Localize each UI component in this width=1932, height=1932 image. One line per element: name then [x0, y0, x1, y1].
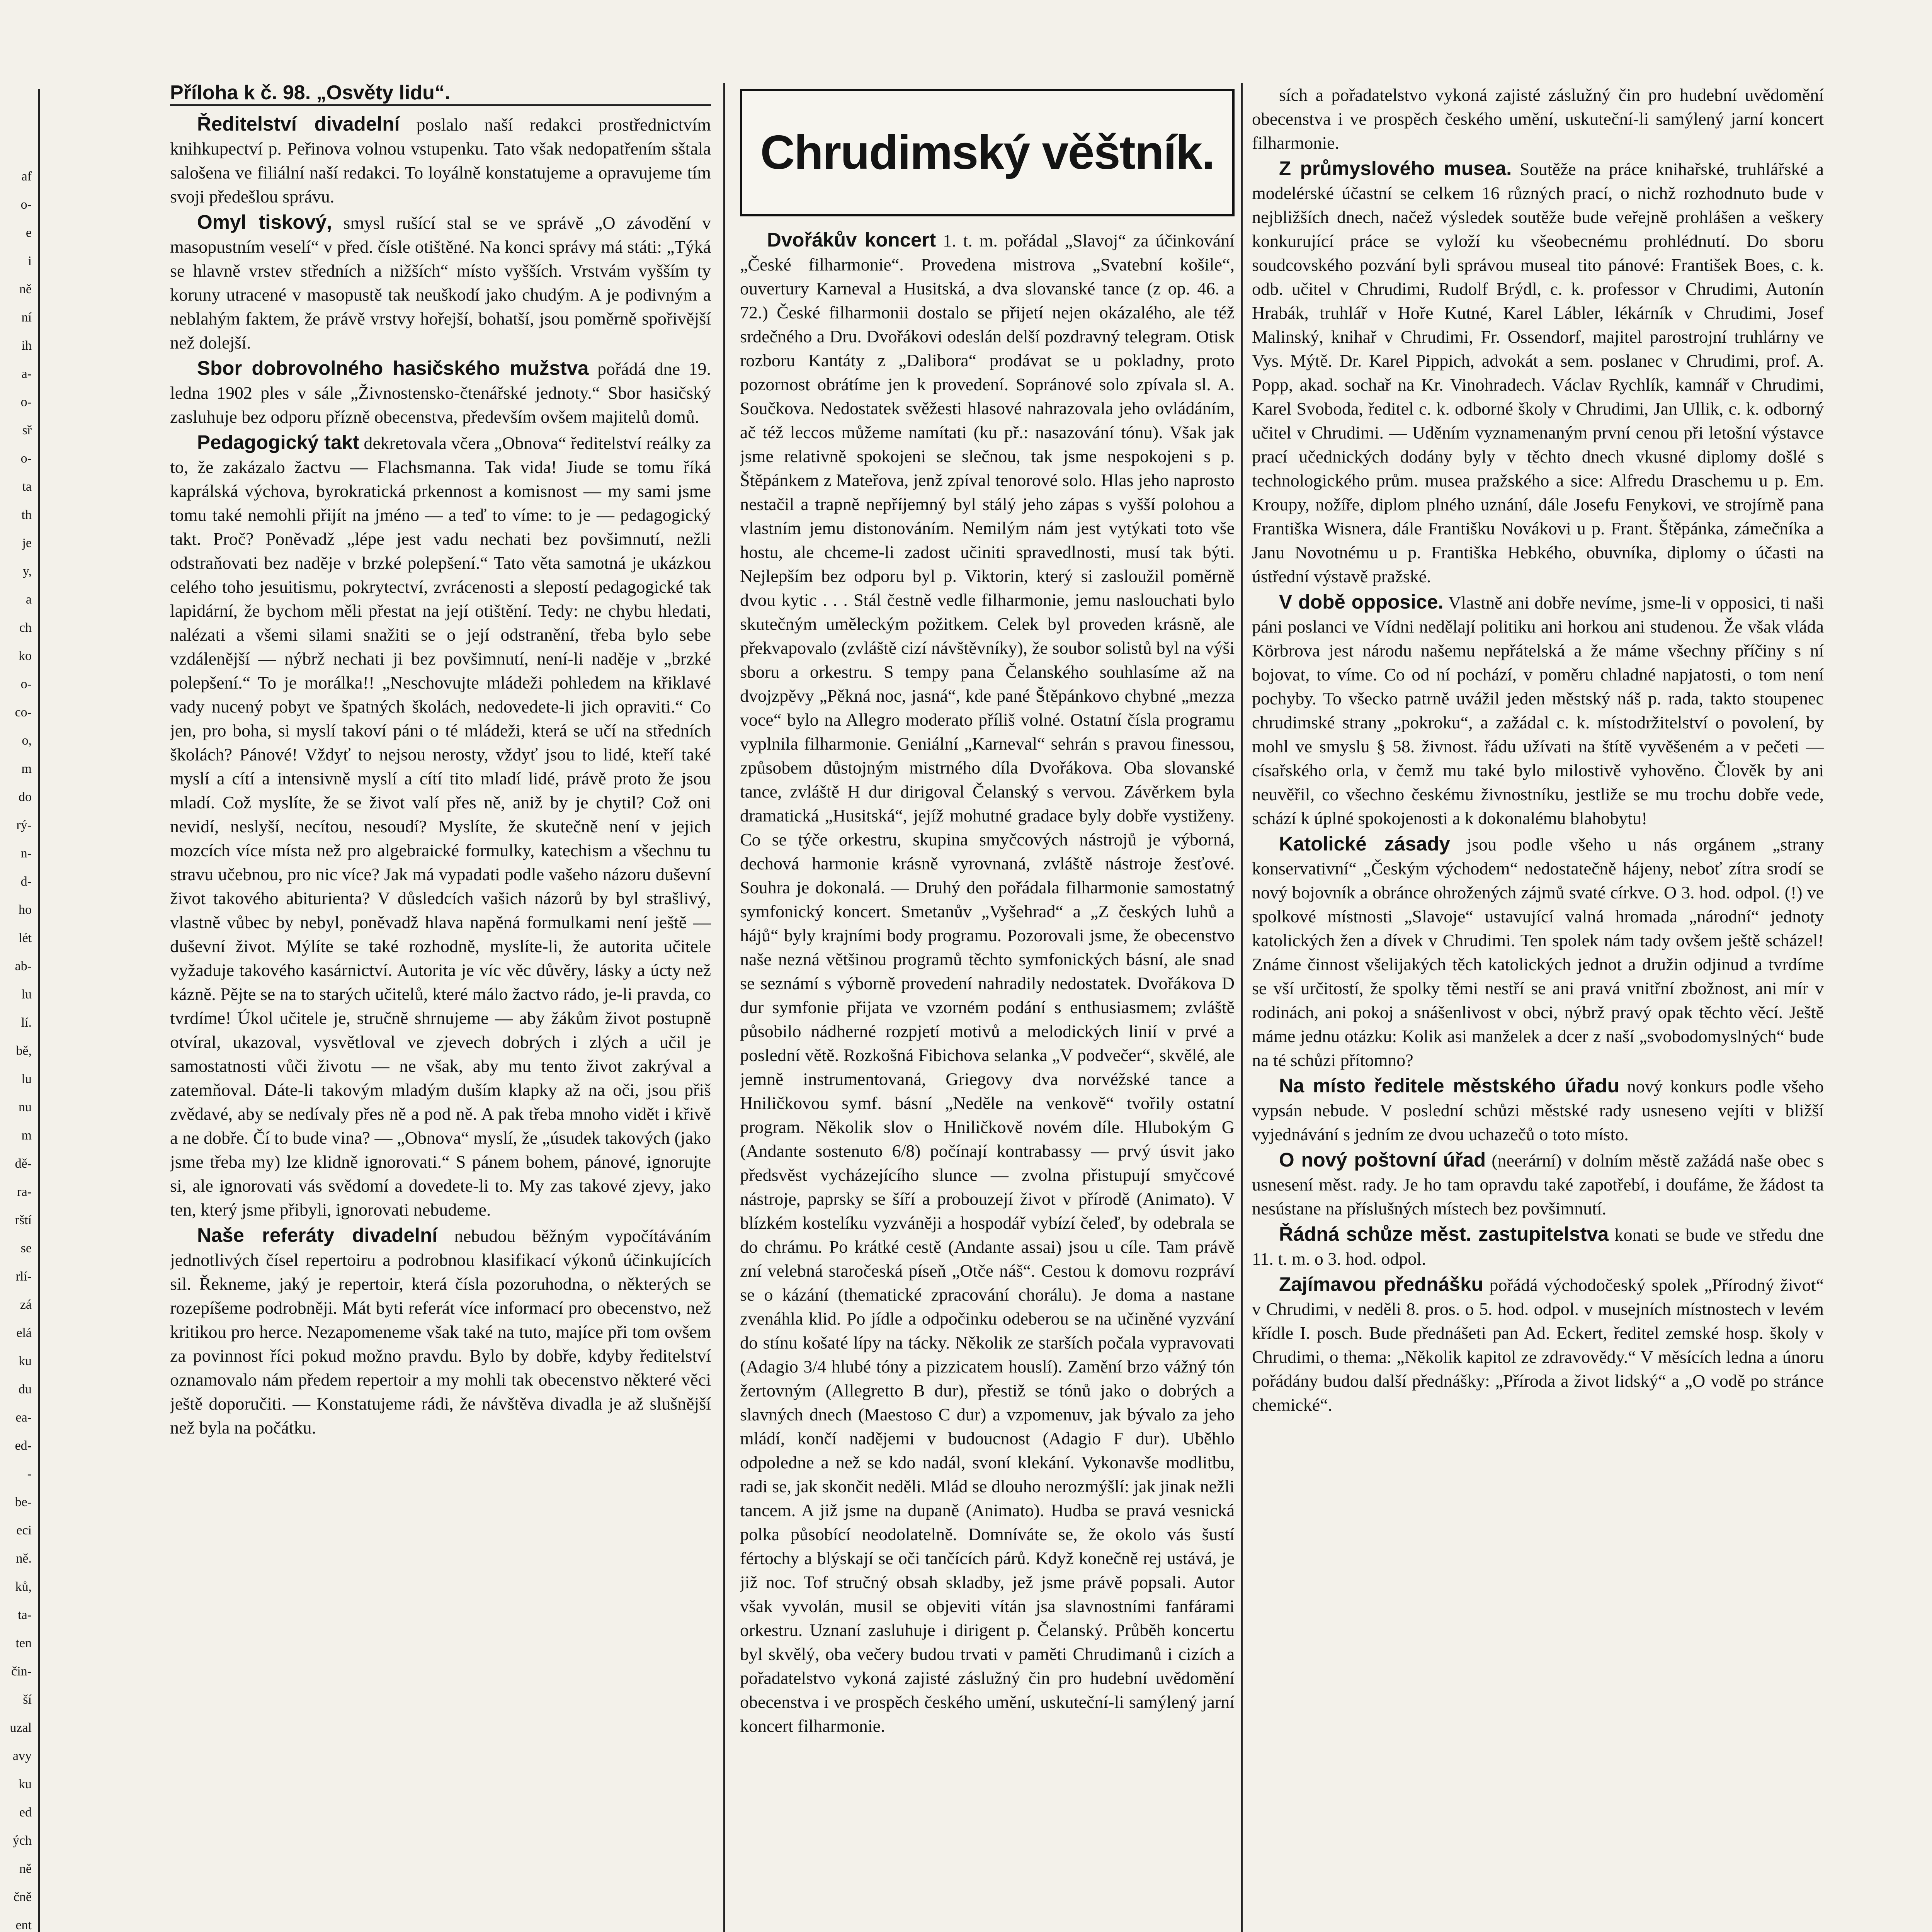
- article-lead: Sbor dobrovolného hasičského mužstva: [197, 357, 589, 379]
- article-paragraph: [170, 112, 711, 209]
- article-lead: V době opposice.: [1279, 591, 1444, 613]
- gutter-fragment: i: [28, 254, 32, 268]
- gutter-fragment: uzal: [10, 1721, 32, 1735]
- gutter-fragment: ko: [19, 649, 32, 663]
- gutter-fragment: avy: [12, 1749, 32, 1763]
- gutter-fragment: ta-: [18, 1608, 32, 1622]
- article-paragraph: [1252, 832, 1824, 1072]
- gutter-fragment: rští: [15, 1213, 32, 1227]
- column-2: [740, 228, 1235, 1932]
- gutter-fragment: bě,: [16, 1044, 32, 1058]
- gutter-fragment: y,: [22, 564, 32, 578]
- gutter-fragment: e: [26, 226, 32, 240]
- gutter-fragment: af: [21, 169, 32, 184]
- article-lead: Pedagogický takt: [197, 431, 359, 453]
- gutter-fragment: do: [19, 790, 32, 804]
- article-body: 1. t. m. pořádal „Slavoj“ za účinkování „České filharmonie“. Provedena mistrova „Svatební košile“, ouvertury Karneval a Husitská, a dva slovanské tance (z op. 46. a 72.) České filharmonii dostalo se přijetí nejen okázalého, ale též srdečného a Dru. Dvořákovi odeslán delší pozdravný telegram. Otisk rozboru Kantáty z „Dalibora“ prodávat se u pokladny, proto pozornost obrátíme jen k provedení. Sopránové solo zpívala sl. A. Součkova. Nedostatek svěžesti hlasové nahrazovala jeho ovládáním, ač též leccos můžeme namítati (ku př.: nasazování tónu). Však jak jsme relativně spokojeni se slečnou, tak jsme nespokojeni s p. Štěpánkem z Mateřova, jenž zpíval tenorové solo. Hlas jeho naprosto nestačil a trapně nepříjemný byl stálý jeho zápas s vyšší polohou a vlastním jemu distonováním. Nemilým nám jest vytýkati toto vše hostu, ale chceme-li zadost učiniti spravedlnosti, musí tak býti. Nejlepším bez odporu byl p. Viktorin, který si zasloužil poměrně dvou kytic . . . Stál čestně vedle filharmonie, jemu naslouchati bylo skutečným uměleckým požitkem. Celek byl proveden krásně, ale překvapovalo (zvláště cizí návštěvníky), že soubor solistů byl na výši sboru a orkestru. S tempy pana Čelanského souhlasíme až na dvojzpěvy „Pěkná noc, jasná“, kde pané Štěpánkovo chybné „mezza voce“ bylo na Allegro moderato příliš volné. Ostatní čísla programu vyplnila filharmonie. Geniální „Karneval“ sehrán s pravou finessou, způsobem důstojným mistrného díla Dvořákova. Oba slovanské tance, zvláště H dur dirigoval Čelanský s vervou. Závěrkem byla dramatická „Husitská“, jejíž mohutné gradace byly dobře vystiženy. Co se týče orkestru, skupina smyčcových nástrojů je výborná, dechová harmonie krásně vyrovnaná, zvláště nástroje žesťové. Souhra je dokonalá. — Druhý den pořádala filharmonie samostatný symfonický koncert. Smetanův „Vyšehrad“ a „Z českých luhů a hájů“ byly krajními body programu. Pozorovali jsme, že obecenstvo naše nezná většinou programů těchto symfonických básní, ale snad se seznámí s výborně provedení nahradily nedostatek. Dvořákova D dur symfonie přijata ve vzorném podání s enthusiasmem; zvláště působilo nádherné rozpjetí motivů a melodických linií v prvé a poslední větě. Rozkošná Fibichova selanka „V podvečer“, skvělé, ale jemně instrumentovaná, Griegovy dva norvéžské tance a Hniličkovou symf. básní „Neděle na venkově“ tvořily ostatní program. Několik slov o Hniličkově novém díle. Hlubokým G (Andante sostenuto 6/8) počínají kontrabassy — prvý úsvit jako předsvěst vycházejícího slunce — zvolna přistupují smyčcové nástroje, paprsky se šíří a probouzejí život v přírodě (Animato). V blízkém kostelíku vyzváněji a hospodář vybízí čeleď, by odebrala se do chrámu. Po krátké cestě (Andante assai) jsou u cíle. Tam právě zní velebná staročeská píseň „Otče náš“. Cestou k domovu rozpráví se o kázání (thematické zpracování chorálu). Je doma a nastane zvenáhla klid. Po jídle a odpočinku odeberou se na učiněné vyzvání do stínu košaté lípy na tácky. Několik ze starších počala vypravovati (Adagio 3/4 hlubé tóny a pizzicatem houslí). Zamění brzo vážný tón žertovným (Allegretto B dur), přestiž se tónů jako o dobrých a slavných dnech (Maestoso C dur) a vzpomenuv, jak bývalo za jeho mládí, končí nadějemi v budoucnost (Adagio F dur). Uběhlo odpoledne a než se kdo nadál, svoní klekání. Vykonavše modlitbu, radi se, jak skončit neděli. Mlád se dlouho nerozmýšlí: jak jinak nežli tancem. A již jsme na dupaně (Animato). Hudba se pravá vesnická polka působící neodolatelně. Domníváte se, že okolo vás šustí fértochy a blýskají se oči tančících párů. Když konečně rej ustává, je již noc. Tof stručný obsah skladby, jež jsme právě popsali. Autor však vyvolán, musil se objeviti vítán jsa slavnostními fanfárami orkestru. Uznaní zasluhuje i dirigent p. Čelanský. Průběh koncertu byl skvělý, oba večery budou trvati v paměti Chrudimanů i cizích a pořadatelstvo vykoná zajisté záslužný čin pro hudební uvědomění obecenstva i ve prospěch českého umění, uskuteční-li samýlený jarní koncert filharmonie.: [740, 231, 1235, 1736]
- article-paragraph: [1252, 83, 1824, 155]
- gutter-fragment: ho: [19, 903, 32, 917]
- gutter-fragment: ní: [21, 310, 32, 325]
- article-body: konati se bude ve středu dne 11. t. m. o 3. hod. odpol.: [1252, 1225, 1824, 1269]
- gutter-fragment: ší: [23, 1692, 32, 1707]
- gutter-fragment: lét: [19, 931, 32, 945]
- article-body: nebudou běžným vypočítáváním jednotlivých čísel repertoiru a podrobnou klasifikací výkonů účinkujících sil. Řekneme, jaký je repertoir, která čísla pozoruhodna, o některých se rozepíšeme podrobněji. Mát byti referát více informací pro obecenstvo, než kritikou pro herce. Nezapomeneme však také na tuto, majíce při tom ovšem za povinnost říci pokud možno pravdu. Bylo by dobře, kdyby ředitelství oznamovalo nám předem repertoir a my mohli tak obecenstvo některé věci ještě doporučiti. — Konstatujeme rádi, že návštěva divadla je až slušnější než byla na počátku.: [170, 1226, 711, 1437]
- gutter-fragment: o-: [20, 677, 32, 691]
- article-lead: Na místo ředitele městského úřadu: [1279, 1075, 1619, 1097]
- article-paragraph: [1252, 156, 1824, 588]
- article-paragraph: [1252, 1074, 1824, 1146]
- article-paragraph: [1252, 1148, 1824, 1221]
- gutter-fragment: ab-: [15, 959, 32, 973]
- gutter-fragment: ch: [19, 621, 32, 635]
- article-paragraph: [1252, 590, 1824, 830]
- gutter-fragment: o-: [20, 451, 32, 466]
- gutter-fragment: m: [21, 762, 32, 776]
- article-lead: Řádná schůze měst. zastupitelstva: [1279, 1223, 1609, 1245]
- article-body: Vlastně ani dobře nevíme, jsme-li v opposici, ti naši páni poslanci ve Vídni nedělají politiku ani horkou ani studenou. Že však vláda Körbrova jest národu našemu nepřátelská a že máme všechny příčiny s ní bojovat, to víme. Co od ní pochází, v poměru chladné napjatosti, o tom není pochyby. To všecko patrně uvážil jeden městský náš p. rada, takto stoupenec chrudimské strany „pokroku“, a zažádal c. k. místodržitelství o povolení, by mohl ve smyslu § 58. živnost. řádu užívati na štítě vyvěšeném a v pečeti — císařského orla, v čemž mu také bylo milostivě vyhověno. Člověk by ani neuvěřil, co všechno českému živnostníku, jestliže se mu trochu dobře vede, schází k úplné spokojenosti a k dokonalému blahobytu!: [1252, 593, 1824, 828]
- article-paragraph: [740, 228, 1235, 1738]
- column-rule-1: [723, 83, 725, 1932]
- gutter-fragment: rý-: [16, 818, 32, 832]
- gutter-fragment: a: [26, 592, 32, 607]
- masthead-title: Chrudimský věštník.: [760, 126, 1214, 179]
- article-paragraph: [1252, 1222, 1824, 1271]
- gutter-fragment: ku: [19, 1777, 32, 1791]
- gutter-fragment: co-: [15, 705, 32, 719]
- article-body: pořádá východočeský spolek „Přírodný život“ v Chrudimi, v neděli 8. pros. o 5. hod. odpol. v musejních místnostech v levém křídle I. posch. Bude přednášeti pan Ad. Eckert, ředitel zemské hosp. školy v Chrudimi, o thema: „Několik kapitol ze zdravovědy.“ V měsících ledna a únoru pořádány budou další přednášky: „Příroda a život lidský“ a „O vodě po stránce chemické“.: [1252, 1275, 1824, 1415]
- gutter-fragment: ea-: [15, 1410, 32, 1425]
- gutter-fragment: ih: [21, 338, 32, 353]
- gutter-fragment: m: [21, 1128, 32, 1143]
- gutter-fragment: dě-: [15, 1156, 32, 1171]
- gutter-fragment: ten: [15, 1636, 32, 1650]
- gutter-fragment: o-: [20, 197, 32, 212]
- article-paragraph: [170, 430, 711, 1222]
- supplement-header: Příloha k č. 98. „Osvěty lidu“.: [170, 81, 711, 106]
- gutter-fragment: čně: [13, 1890, 32, 1904]
- gutter-fragment: lí.: [21, 1015, 32, 1030]
- gutter-fragment: ně: [19, 1862, 32, 1876]
- gutter-fragment: a-: [21, 367, 32, 381]
- article-body: poslalo naší redakci prostřednictvím knihkupectví p. Peřinova volnou vstupenku. Tato však nedopatřením sštala salošena ve filiální naší redakci. To loyálně konstatujeme a opravujeme tím svoji předešlou správu.: [170, 115, 711, 206]
- column-3: [1252, 83, 1824, 1932]
- left-gutter-fragments: [0, 162, 35, 1932]
- article-lead: Katolické zásady: [1279, 833, 1450, 855]
- gutter-fragment: sř: [22, 423, 32, 437]
- gutter-fragment: ed-: [15, 1439, 32, 1453]
- gutter-fragment: du: [19, 1382, 32, 1396]
- gutter-fragment: ků,: [15, 1580, 32, 1594]
- article-body: dekretovala včera „Obnova“ ředitelství reálky za to, že zakázalo žactvu — Flachsmanna. Tak vida! Jiude se tomu říká kaprálská výchova, byrokratická prkennost a komisnost — my sami jsme tomu také nemohli přijít na jméno — a teď to víme: to je — pedagogický takt. Proč? Poněvadž „lépe jest vadu nechati bez povšimnutí, nežli odstraňovati bez naděje v brzké polepšení.“ Tato věta samotná je ukázkou celého toho jesuitismu, pokrytectví, zvrácenosti a slepostí pedagogické tak lapidární, že bychom měli přestat na její otištění. Tedy: ne chybu hledati, nalézati a všemi silami snažiti se o její odstranění, třeba bylo sebe vzdálenější — nýbrž nechati ji bez povšimnutí, není-li naděje v „brzké polepšení.“ To je morálka!! „Neschovujte mládeži pohledem na křiklavé vady nucený pobyt ve špatných školách, nedovedete-li jich opraviti.“ Co jen, pro boha, si myslí takoví páni o té mládeži, která se učí na středních školách? Pánové! Vždyť to nejsou nerosty, vždyť jsou to lidé, kteří také myslí a cítí a intensivně myslí a cítí tito mladí lidé, právě proto že jsou mladí. Což myslíte, že se život valí přes ně, aniž by je chytil? Což oni nevidí, neslyší, necítou, nesoudí? Myslíte, že skutečně není v jejich mozcích více místa než pro algebraické formulky, katechism a všechnu tu stravu učebnou, pro nic více? Jak má vypadati podle vašeho názoru duševní život takového abiturienta? V důsledcích vašich názorů by byl strašlivý, vlastně vůbec by nebyl, poněvadž hlava napěná formulkami není ještě — duševní život. Mýlíte se také rozhodně, myslíte-li, že autorita učitele vyžaduje takového kasárnictví. Autorita je víc věc důvěry, lásky a úcty než kázně. Pějte se na to starých učitelů, které málo žactvo rádo, je-li pravda, co tvrdíme! Úkol učitele je, stručně shrnujeme — aby žákům život postupně otvíral, ukazoval, vysvětloval ve zjevech dobrých i zlých a učil je samostatnosti vůči životu — ne však, aby mu tento život zakrýval a zatemňoval. Dáte-li takovým mladým duším klapky až na oči, jsou přiš zvědavé, aby se nedívaly přes ně a pod ně. A pak třeba mnoho vidět i křivě a ne dobře. Čí to bude vina? — „Obnova“ myslí, že „úsudek takových (jako jsme třeba my) lze klidně ignorovati.“ S pánem bohem, pánové, ignorujte si, ale ignorovati vás svědomí a dovedete-li to. My zas takové zjevy, jako ten, který jsme přibyli, ignorovati nebudeme.: [170, 433, 711, 1219]
- gutter-fragment: ku: [19, 1354, 32, 1368]
- gutter-fragment: je: [22, 536, 32, 550]
- article-lead: Z průmyslového musea.: [1279, 157, 1512, 179]
- article-body: Soutěže na práce knihařské, truhlářské a modelérské účastní se celkem 16 různých prací, o nichž rozhodnuto bude v nejbližších dnech, načež výsledek soutěže bude veřejně prohlášen a veškery konkurující práce se vyloží ku všeobecnému prohlédnutí. Do sboru soudcovského pozvání byli správou museal tito pánové: František Boes, c. k. odb. učitel v Chrudimi, Rudolf Brýdl, c. k. professor v Chrudimi, Autonín Hrabák, truhlář v Hoře Kutné, Karel Lábler, lékárník v Chrudimi, Josef Malinský, knihař v Chrudimi, Fr. Ossendorf, majitel parostrojní truhlárny ve Vys. Mýtě. Dr. Karel Pippich, advokát a sem. poslanec v Chrudimi, prof. A. Popp, akad. sochař na Kr. Vinohradech. Václav Rychlík, kamnář v Chrudimi, Karel Svoboda, ředitel c. k. odborné školy v Chrudimi, Jan Ullik, c. k. odborný učitel v Chrudimi. — Uděním vyznamenaným první cenou při letošní výstavce prací učednických dodány byly v těchto dnech vkusné diplomy došlé s technologického prům. musea pražského a sice: Alfredu Draschemu u p. Em. Kroupy, nožíře, diplom plného uznání, dále Josefu Fenykovi, ve strojírně pana Františka Wisnera, dále Františku Novákovi u p. Frant. Štěpánka, zámečníka a Janu Novotnému u p. Františka Hebkého, obuvníka, diplomy o účasti na ústřední výstavě pražské.: [1252, 159, 1824, 586]
- gutter-fragment: n-: [20, 846, 32, 861]
- article-body: pořádá dne 19. ledna 1902 ples v sále „Živnostensko-čtenářské jednoty.“ Sbor hasičský zasluhuje bez odporu přízně obecenstva, především ovšem majitelů domů.: [170, 359, 711, 427]
- gutter-fragment: elá: [16, 1326, 32, 1340]
- gutter-fragment: o,: [22, 733, 32, 748]
- article-paragraph: [170, 356, 711, 429]
- article-body: smysl rušící stal se ve správě „O závodění v masopustním veselí“ v před. čísle otištěné. Na konci správy má státi: „Týká se hlavně vrstev středních a nižších“ místo vyšších. Vrstvám vyšším ty koruny utracené v masopustě tak neuškodí jako chudým. A je podivným a neblahým faktem, že právě vrstvy hořejší, bohatší, jsou poměrně spořivější než dolejší.: [170, 213, 711, 352]
- gutter-fragment: ed: [19, 1805, 32, 1820]
- article-paragraph: [170, 1223, 711, 1440]
- gutter-fragment: eci: [16, 1523, 32, 1537]
- gutter-fragment: nu: [19, 1100, 32, 1114]
- article-paragraph: [170, 210, 711, 355]
- gutter-fragment: ých: [12, 1833, 32, 1848]
- article-body: jsou podle všeho u nás orgánem „strany konservativní“ „Českým východem“ nedostatečně hájeny, neboť zítra srodí se nový bojovník a obránce ohrožených zájmů svaté církve. O 3. hod. odpol. (!) ve spolkové místnosti „Slavoje“ ustavující valná hromada „národní“ jednoty katolických žen a dívek v Chrudimi. Ten spolek nám tady ovšem ještě scházel! Známe činnost všelijakých těch katolických jednot a družin odjinud a tvrdíme se vší určitostí, že spolky těmi nestří se ani pravá vnitřní zbožnost, ani mír v rodinách, ani pokoj a snášenlivost v obci, nýbrž pravý opak těchto věcí. Ještě máme jednu otázku: Kolik asi manželek a dcer z naší „svobodomyslných“ bude na té schůzi přítomno?: [1252, 835, 1824, 1070]
- article-paragraph: [1252, 1272, 1824, 1417]
- gutter-fragment: ně.: [16, 1551, 32, 1566]
- article-body: (neerární) v dolním městě zažádá naše obec s usnesení měst. rady. Je ho tam opravdu také zapotřebí, i doufáme, že žádost ta nesústane na příslušných místech bez povšimnutí.: [1252, 1151, 1824, 1218]
- article-lead: Naše referáty divadelní: [197, 1224, 438, 1246]
- column-rule-2: [1241, 83, 1243, 1932]
- gutter-fragment: be-: [15, 1495, 32, 1509]
- gutter-fragment: rlí-: [15, 1269, 32, 1284]
- gutter-fragment: ent: [15, 1918, 32, 1932]
- article-lead: Zajímavou přednášku: [1279, 1273, 1483, 1295]
- gutter-fragment: lu: [21, 987, 32, 1002]
- gutter-fragment: čin-: [11, 1664, 32, 1679]
- gutter-fragment: d-: [20, 874, 32, 889]
- article-lead: Ředitelství divadelní: [197, 113, 400, 135]
- article-body: sích a pořadatelstvo vykoná zajisté záslužný čin pro hudební uvědomění obecenstva i ve prospěch českého umění, uskuteční-li samýlený jarní koncert filharmonie.: [1252, 85, 1824, 153]
- article-lead: O nový poštovní úřad: [1279, 1149, 1486, 1171]
- article-lead: Omyl tiskový,: [197, 211, 332, 233]
- column-1: [170, 112, 711, 1932]
- gutter-fragment: ta: [22, 480, 32, 494]
- gutter-fragment: o-: [20, 395, 32, 409]
- gutter-fragment: -: [27, 1467, 32, 1481]
- gutter-fragment: ně: [19, 282, 32, 296]
- gutter-fragment: lu: [21, 1072, 32, 1086]
- masthead: [740, 89, 1235, 216]
- gutter-fragment: zá: [20, 1298, 32, 1312]
- article-body: nový konkurs podle všeho vypsán nebude. V poslední schůzi městské rady usneseno vejíti v bližší vyjednávání s jedním ze dvou uchazečů o toto místo.: [1252, 1077, 1824, 1144]
- outer-left-rule: [38, 89, 40, 1932]
- gutter-fragment: th: [21, 508, 32, 522]
- gutter-fragment: se: [20, 1241, 32, 1255]
- gutter-fragment: ra-: [17, 1185, 32, 1199]
- article-lead: Dvořákův koncert: [767, 229, 936, 251]
